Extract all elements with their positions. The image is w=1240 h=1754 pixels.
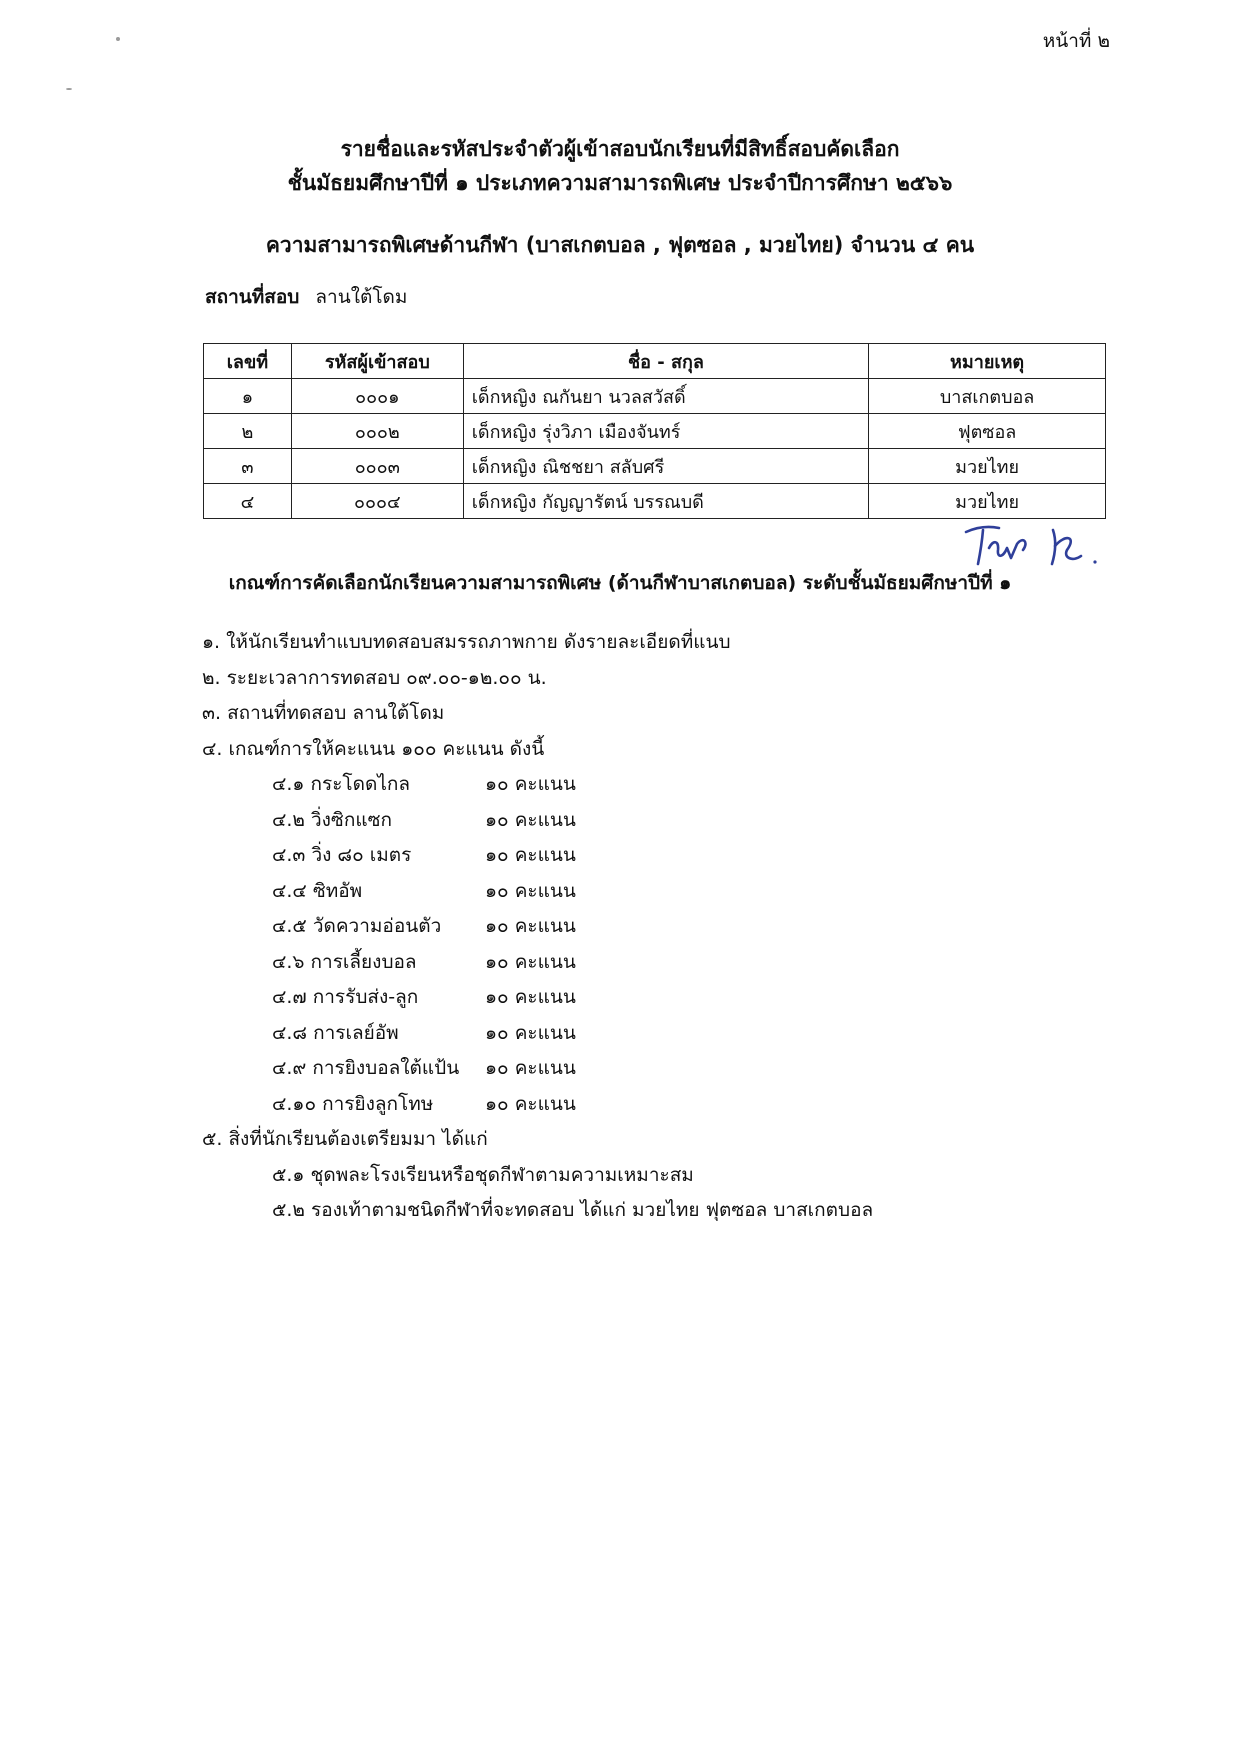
cell-remark: มวยไทย: [869, 449, 1106, 484]
scoring-points: ๑๐ คะแนน: [485, 773, 576, 795]
scoring-item: ๔.๑๐ การยิงลูกโทษ: [272, 1092, 434, 1115]
preparation-item: ๕.๒ รองเท้าตามชนิดกีฬาที่จะทดสอบ ได้แก่ มวยไทย ฟุตซอล บาสเกตบอล: [272, 1199, 874, 1221]
table-row: [204, 379, 1106, 414]
criteria-item: ๕. สิ่งที่นักเรียนต้องเตรียมมา ได้แก่: [202, 1128, 488, 1150]
cell-number: ๓: [204, 449, 292, 484]
scoring-item: ๔.๖ การเลี้ยงบอล: [272, 950, 417, 973]
scoring-row: [202, 874, 1102, 910]
col-header-remark: หมายเหตุ: [869, 344, 1106, 379]
candidate-table: [203, 343, 1106, 519]
table-header-row: [204, 344, 1106, 379]
scoring-points: ๑๐ คะแนน: [485, 879, 576, 902]
criteria-item: ๒. ระยะเวลาการทดสอบ ๐๙.๐๐-๑๒.๐๐ น.: [202, 666, 547, 689]
scoring-row: [202, 1051, 1102, 1087]
col-header-code: รหัสผู้เข้าสอบ: [291, 344, 463, 379]
col-header-number: เลขที่: [204, 344, 292, 379]
cell-code: ๐๐๐๔: [291, 484, 463, 519]
scoring-item: ๔.๔ ซิทอัพ: [272, 879, 363, 902]
scoring-points: ๑๐ คะแนน: [485, 1092, 576, 1115]
table-row: [204, 484, 1106, 519]
cell-name: เด็กหญิง ณิชชยา สลับศรี: [463, 449, 868, 484]
scoring-item: ๔.๒ วิ่งซิกแซก: [272, 808, 392, 831]
scoring-points: ๑๐ คะแนน: [485, 808, 576, 831]
criteria-item: ๓. สถานที่ทดสอบ ลานใต้โดม: [202, 702, 445, 724]
scoring-row: [202, 803, 1102, 839]
handwritten-signature: [963, 520, 1113, 570]
cell-code: ๐๐๐๒: [291, 414, 463, 449]
preparation-item: ๕.๑ ชุดพละโรงเรียนหรือชุดกีฬาตามความเหมาะสม: [272, 1163, 694, 1186]
exam-venue: [205, 282, 407, 312]
venue-value: ลานใต้โดม: [315, 286, 408, 308]
criteria-item: ๔. เกณฑ์การให้คะแนน ๑๐๐ คะแนน ดังนี้: [202, 737, 545, 760]
scoring-row: [202, 1016, 1102, 1052]
cell-code: ๐๐๐๑: [291, 379, 463, 414]
cell-number: ๔: [204, 484, 292, 519]
scoring-points: ๑๐ คะแนน: [485, 950, 576, 973]
document-subtitle: ความสามารถพิเศษด้านกีฬา (บาสเกตบอล , ฟุตซอล , มวยไทย) จำนวน ๔ คน: [265, 233, 975, 257]
scoring-points: ๑๐ คะแนน: [485, 1057, 576, 1079]
scoring-item: ๔.๗ การรับส่ง-ลูก: [272, 986, 419, 1008]
document-title-line-2: ชั้นมัธยมศึกษาปีที่ ๑ ประเภทความสามารถพิเศษ ประจำปีการศึกษา ๒๕๖๖: [287, 171, 953, 195]
cell-name: เด็กหญิง ณกันยา นวลสวัสดิ์: [463, 379, 868, 414]
scan-speck: [66, 88, 72, 90]
cell-name: เด็กหญิง กัญญารัตน์ บรรณบดี: [463, 484, 868, 519]
scoring-points: ๑๐ คะแนน: [485, 986, 576, 1008]
scoring-points: ๑๐ คะแนน: [485, 844, 576, 866]
scoring-row: [202, 838, 1102, 874]
scoring-row: [202, 767, 1102, 803]
cell-number: ๒: [204, 414, 292, 449]
scan-speck: [116, 37, 120, 41]
venue-label: สถานที่สอบ: [205, 286, 300, 308]
scoring-row: [202, 945, 1102, 981]
scoring-points: ๑๐ คะแนน: [485, 1021, 576, 1044]
scoring-item: ๔.๙ การยิงบอลใต้แป้น: [272, 1057, 460, 1079]
scoring-item: ๔.๘ การเลย์อัพ: [272, 1021, 399, 1044]
scoring-row: [202, 980, 1102, 1016]
cell-remark: มวยไทย: [869, 484, 1106, 519]
scoring-points: ๑๐ คะแนน: [485, 915, 576, 937]
table-row: [204, 414, 1106, 449]
criteria-item: ๑. ให้นักเรียนทำแบบทดสอบสมรรถภาพกาย ดังรายละเอียดที่แนบ: [202, 631, 731, 653]
cell-number: ๑: [204, 379, 292, 414]
cell-name: เด็กหญิง รุ่งวิภา เมืองจันทร์: [463, 414, 868, 449]
cell-remark: บาสเกตบอล: [869, 379, 1106, 414]
cell-remark: ฟุตซอล: [869, 414, 1106, 449]
criteria-list: [202, 625, 1102, 1229]
scoring-item: ๔.๕ วัดความอ่อนตัว: [272, 915, 442, 937]
scoring-item: ๔.๓ วิ่ง ๘๐ เมตร: [272, 844, 412, 866]
scoring-item: ๔.๑ กระโดดไกล: [272, 773, 411, 795]
cell-code: ๐๐๐๓: [291, 449, 463, 484]
criteria-title: เกณฑ์การคัดเลือกนักเรียนความสามารถพิเศษ (ด้านกีฬาบาสเกตบอล) ระดับชั้นมัธยมศึกษาปีที่ ๑: [228, 572, 1012, 594]
page-number: หน้าที่ ๒: [1042, 30, 1110, 52]
col-header-name: ชื่อ - สกุล: [463, 344, 868, 379]
scoring-row: [202, 909, 1102, 945]
document-title-line-1: รายชื่อและรหัสประจำตัวผู้เข้าสอบนักเรียนที่มีสิทธิ์สอบคัดเลือก: [340, 137, 900, 161]
scoring-row: [202, 1087, 1102, 1123]
table-row: [204, 449, 1106, 484]
